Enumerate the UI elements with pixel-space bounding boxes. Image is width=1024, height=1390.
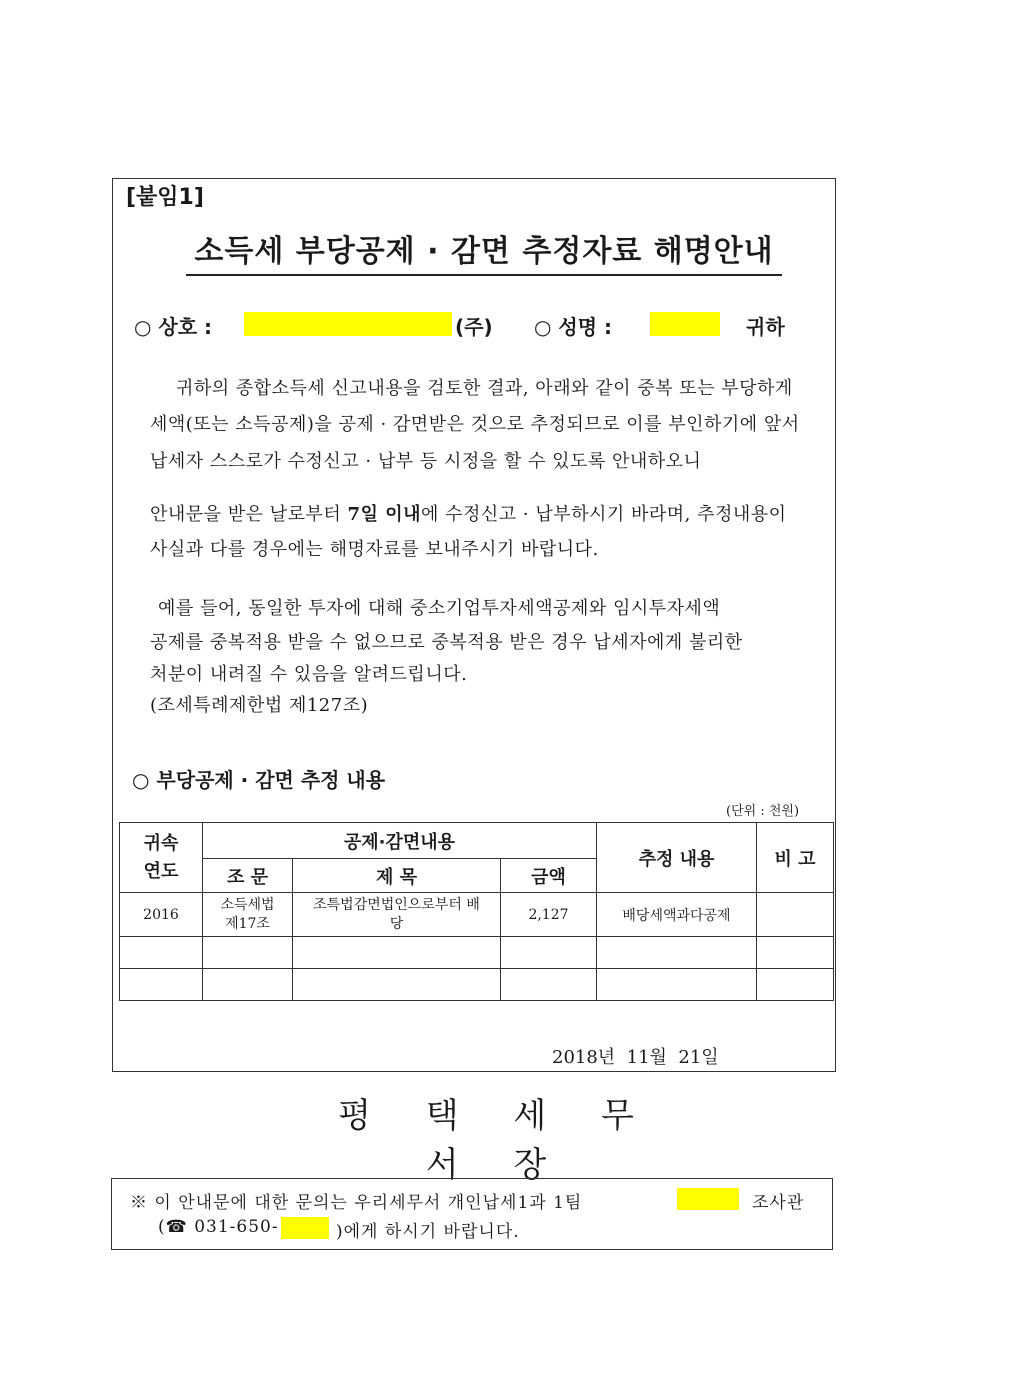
legal-reference: (조세특례제한법 제127조) — [150, 695, 369, 716]
table-row — [120, 893, 834, 937]
contact-phone-prefix: (☎ 031-650- — [158, 1217, 279, 1237]
contact-line-2: )에게 하시기 바랍니다. — [336, 1222, 520, 1242]
unit-note: (단위 : 천원) — [726, 804, 800, 819]
paragraph-3-line-3: 처분이 내려질 수 있음을 알려드립니다. — [150, 664, 468, 685]
document-title: 소득세 부당공제 · 감면 추정자료 해명안내 — [186, 226, 782, 276]
paragraph-1-line-1: 귀하의 종합소득세 신고내용을 검토한 결과, 아래와 같이 중복 또는 부당하게 — [176, 378, 793, 399]
redacted-officer-name — [677, 1188, 739, 1210]
redacted-person-name — [650, 312, 720, 336]
table-row-empty — [120, 969, 834, 1001]
col-header-subject: 제 목 — [293, 859, 501, 893]
col-header-estimate: 추정 내용 — [597, 823, 757, 893]
cell-subject: 조특법감면법인으로부터 배당 — [293, 893, 501, 937]
honorific: 귀하 — [746, 315, 785, 339]
cell-article: 소득세법 제17조 — [203, 893, 293, 937]
cell-estimate: 배당세액과다공제 — [597, 893, 757, 937]
issuer-office: 평 택 세 무 서 장 — [338, 1096, 656, 1185]
cell-remark — [757, 893, 834, 937]
company-suffix: (주) — [455, 315, 493, 339]
deduction-table — [119, 822, 834, 1001]
redacted-phone-extension — [281, 1217, 329, 1239]
col-header-deduction-group: 공제·감면내용 — [203, 823, 597, 859]
contact-line-1: ※ 이 안내문에 대한 문의는 우리세무서 개인납세1과 1팀 — [130, 1193, 583, 1213]
paragraph-2-line-2: 사실과 다를 경우에는 해명자료를 보내주시기 바랍니다. — [150, 539, 599, 560]
cell-amount: 2,127 — [501, 893, 597, 937]
section-heading: ○ 부당공제 · 감면 추정 내용 — [132, 768, 386, 792]
col-header-year: 귀속 연도 — [120, 823, 203, 893]
col-header-article: 조 문 — [203, 859, 293, 893]
name-label: ○ 성명 : — [534, 315, 613, 339]
attachment-label: [붙임1] — [126, 185, 204, 210]
paragraph-1-line-3: 납세자 스스로가 수정신고 · 납부 등 시정을 할 수 있도록 안내하오니 — [150, 451, 702, 472]
company-label: ○ 상호 : — [134, 315, 213, 339]
redacted-company-name — [244, 312, 452, 336]
issue-date: 2018년 11월 21일 — [552, 1047, 719, 1068]
officer-title: 조사관 — [752, 1193, 805, 1213]
col-header-amount: 금액 — [501, 859, 597, 893]
col-header-remark: 비 고 — [757, 823, 834, 893]
table-row-empty — [120, 937, 834, 969]
paragraph-3-line-1: 예를 들어, 동일한 투자에 대해 중소기업투자세액공제와 임시투자세액 — [158, 598, 721, 619]
paragraph-1-line-2: 세액(또는 소득공제)을 공제 · 감면받은 것으로 추정되므로 이를 부인하기에 앞서 — [150, 414, 800, 435]
paragraph-3-line-2: 공제를 중복적용 받을 수 없으므로 중복적용 받은 경우 납세자에게 불리한 — [150, 632, 743, 653]
paragraph-2-line-1: 안내문을 받은 날로부터 7일 이내에 수정신고 · 납부하시기 바라며, 추정내용이 — [150, 504, 787, 525]
deadline-emphasis: 7일 이내 — [347, 504, 422, 525]
cell-year: 2016 — [120, 893, 203, 937]
